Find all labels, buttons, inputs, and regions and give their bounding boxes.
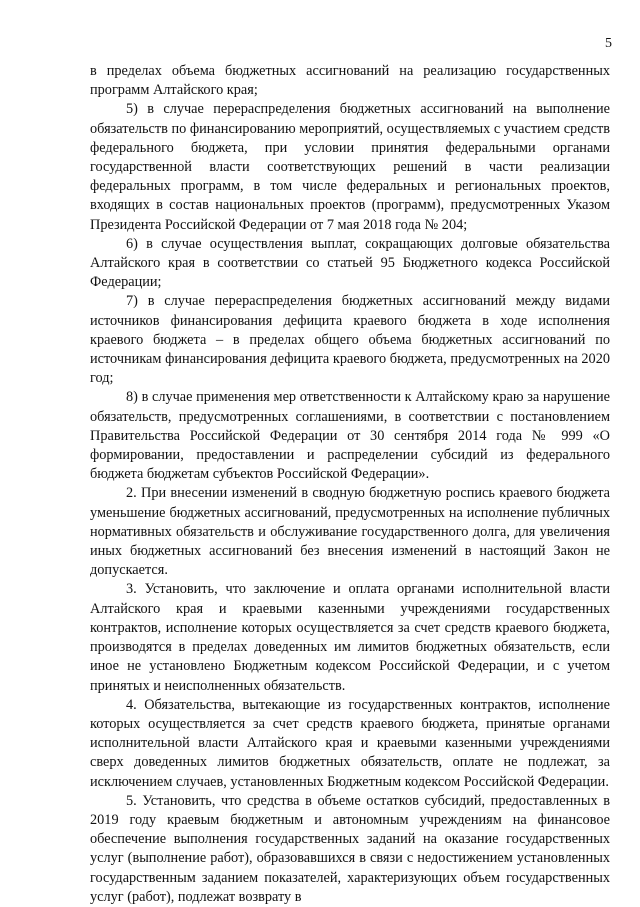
paragraph-item-7: 7) в случае перераспределения бюджетных ассигнований между видами источников финансирования дефицита краевого бюджета в ходе исполнения краевого бюджета – в пределах общего объема бюджетных ассигнований по источникам финансирования дефицита краевого бюджета, предусмотренных на 2020 год; — [90, 293, 610, 387]
document-body — [90, 62, 610, 907]
paragraph-section-5: 5. Установить, что средства в объеме остатков субсидий, предоставленных в 2019 году краевым бюджетным и автономным учреждениям на финансовое обеспечение выполнения государственных заданий на оказание государственных услуг (выполнение работ), образовавшихся в связи с недостижением установленных государственным заданием показателей, характеризующих объем государственных услуг (работ), подлежат возврату в — [90, 792, 610, 905]
paragraph-section-4: 4. Обязательства, вытекающие из государственных контрактов, исполнение которых осуществляется за счет средств краевого бюджета, принятые органами исполнительной власти Алтайского края и краевыми казенными учреждениями сверх доведенных лимитов бюджетных обязательств, оплате не подлежат, за исключением случаев, установленных Бюджетным кодексом Российской Федерации. — [90, 696, 610, 790]
paragraph-section-2: 2. При внесении изменений в сводную бюджетную роспись краевого бюджета уменьшение бюджетных ассигнований, предусмотренных на исполнение публичных нормативных обязательств и обслуживание государственного долга, для увеличения иных бюджетных ассигнований без внесения изменений в настоящий Закон не допускается. — [90, 485, 610, 579]
paragraph-continuation: в пределах объема бюджетных ассигнований на реализацию государственных программ Алтайского края; — [90, 63, 610, 99]
page-number: 5 — [605, 36, 612, 51]
paragraph-item-8: 8) в случае применения мер ответственности к Алтайскому краю за нарушение обязательств, предусмотренных соглашениями, в соответствии с постановлением Правительства Российской Федерации от 30 сентября 2014 года № 999 «О формировании, предоставлении и распределении субсидий из федерального бюджета бюджетам субъектов Российской Федерации». — [90, 389, 610, 483]
paragraph-section-3: 3. Установить, что заключение и оплата органами исполнительной власти Алтайского края и краевыми казенными учреждениями государственных контрактов, исполнение которых осуществляется за счет средств краевого бюджета, производятся в пределах доведенных им лимитов бюджетных обязательств, если иное не установлено Бюджетным кодексом Российской Федерации, и с учетом принятых и неисполненных обязательств. — [90, 581, 610, 694]
paragraph-item-6: 6) в случае осуществления выплат, сокращающих долговые обязательства Алтайского края в соответствии со статьей 95 Бюджетного кодекса Российской Федерации; — [90, 235, 610, 291]
paragraph-item-5: 5) в случае перераспределения бюджетных ассигнований на выполнение обязательств по финансированию мероприятий, осуществляемых с участием средств федерального бюджета, при условии принятия федеральными органами государственной власти соответствующих решений в части реализации федеральных программ, в том числе федеральных и региональных проектов, входящих в состав национальных проектов (программ), предусмотренных Указом Президента Российской Федерации от 7 мая 2018 года № 204; — [90, 101, 610, 233]
